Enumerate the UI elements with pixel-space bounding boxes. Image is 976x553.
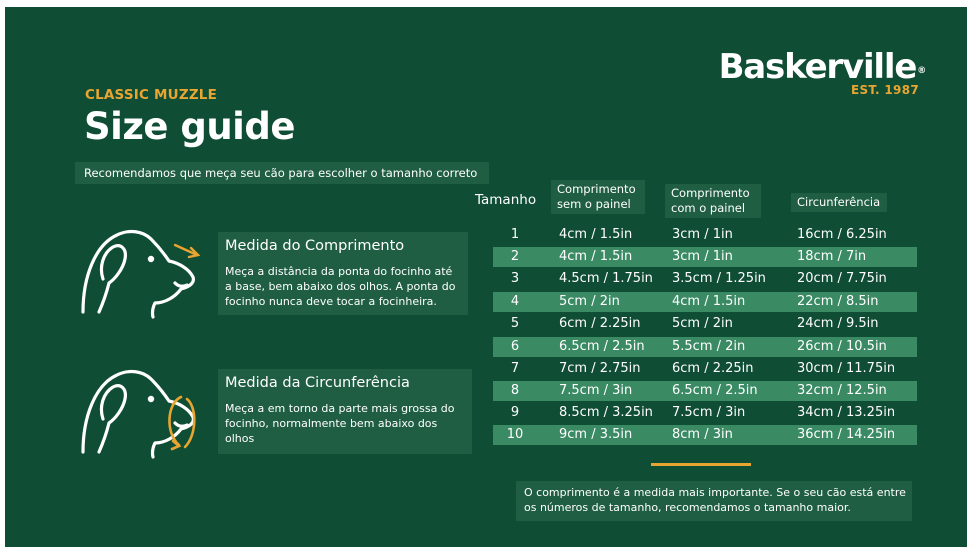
cell-size: 5 xyxy=(510,316,520,331)
table-row xyxy=(493,403,917,423)
header-length-with-panel: Comprimento com o painel xyxy=(665,184,761,218)
table-row xyxy=(493,269,917,289)
table-row xyxy=(493,337,917,357)
cell-length-with-panel: 3cm / 1in xyxy=(672,227,733,242)
brand-established: EST. 1987 xyxy=(850,83,919,97)
table-row xyxy=(493,314,917,334)
registered-mark: ® xyxy=(917,66,925,76)
cell-length-with-panel: 5.5cm / 2in xyxy=(672,339,746,354)
table-row xyxy=(493,247,917,267)
accent-divider xyxy=(651,463,751,466)
cell-circumference: 34cm / 13.25in xyxy=(797,405,896,420)
header-length-no-panel: Comprimento sem o painel xyxy=(551,180,645,214)
page-title: Size guide xyxy=(84,105,295,148)
cell-size: 6 xyxy=(510,339,520,354)
table-row xyxy=(493,359,917,379)
cell-length-with-panel: 6cm / 2.25in xyxy=(672,361,754,376)
cell-size: 4 xyxy=(510,294,520,309)
dog-head-circumference-icon xyxy=(69,357,209,467)
cell-length-with-panel: 6.5cm / 2.5in xyxy=(672,383,758,398)
cell-circumference: 20cm / 7.75in xyxy=(797,271,887,286)
cell-length-no-panel: 4cm / 1.5in xyxy=(559,227,633,242)
cell-circumference: 32cm / 12.5in xyxy=(797,383,887,398)
circumference-instruction-card xyxy=(218,369,472,454)
length-instruction-text: Meça a distância da ponta do focinho até a base, bem abaixo dos olhos. A ponta do focinho nunca deve tocar a focinheira. xyxy=(225,265,456,308)
cell-length-no-panel: 7cm / 2.75in xyxy=(559,361,641,376)
cell-size: 2 xyxy=(510,249,520,264)
recommendation-banner: Recomendamos que meça seu cão para escolher o tamanho correto xyxy=(75,162,489,184)
length-instruction-card xyxy=(218,232,468,315)
cell-length-with-panel: 8cm / 3in xyxy=(672,427,733,442)
cell-size: 8 xyxy=(510,383,520,398)
header-size: Tamanho xyxy=(475,192,537,208)
cell-length-no-panel: 9cm / 3.5in xyxy=(559,427,633,442)
size-footnote: O comprimento é a medida mais importante. Se o seu cão está entre os números de tamanho, recomendamos o tamanho maior. xyxy=(516,481,912,521)
cell-size: 1 xyxy=(510,227,520,242)
cell-circumference: 24cm / 9.5in xyxy=(797,316,879,331)
cell-circumference: 36cm / 14.25in xyxy=(797,427,896,442)
cell-length-no-panel: 4.5cm / 1.75in xyxy=(559,271,653,286)
cell-size: 10 xyxy=(506,427,524,442)
table-row xyxy=(493,225,917,245)
cell-length-no-panel: 7.5cm / 3in xyxy=(559,383,633,398)
cell-size: 7 xyxy=(510,361,520,376)
cell-length-with-panel: 3.5cm / 1.25in xyxy=(672,271,766,286)
length-instruction-title: Medida do Comprimento xyxy=(225,238,405,254)
cell-circumference: 30cm / 11.75in xyxy=(797,361,896,376)
header-circumference: Circunferência xyxy=(791,193,887,212)
cell-circumference: 16cm / 6.25in xyxy=(797,227,887,242)
circumference-instruction-title: Medida da Circunferência xyxy=(225,375,410,391)
dog-head-length-icon xyxy=(69,217,209,327)
circumference-instruction-text: Meça a em torno da parte mais grossa do focinho, normalmente bem abaixo dos olhos xyxy=(225,402,455,445)
product-name: CLASSIC MUZZLE xyxy=(85,87,218,103)
cell-circumference: 18cm / 7in xyxy=(797,249,867,264)
cell-circumference: 26cm / 10.5in xyxy=(797,339,887,354)
cell-length-with-panel: 4cm / 1.5in xyxy=(672,294,746,309)
size-guide-panel xyxy=(5,7,967,547)
cell-length-no-panel: 6.5cm / 2.5in xyxy=(559,339,645,354)
cell-circumference: 22cm / 8.5in xyxy=(797,294,879,309)
cell-length-no-panel: 6cm / 2.25in xyxy=(559,316,641,331)
cell-length-with-panel: 7.5cm / 3in xyxy=(672,405,746,420)
cell-size: 9 xyxy=(510,405,520,420)
brand-logo xyxy=(719,48,925,97)
table-row xyxy=(493,292,917,312)
table-row xyxy=(493,425,917,445)
brand-name: Baskerville® xyxy=(718,47,925,87)
cell-length-with-panel: 5cm / 2in xyxy=(672,316,733,331)
table-row xyxy=(493,381,917,401)
cell-length-no-panel: 4cm / 1.5in xyxy=(559,249,633,264)
cell-length-with-panel: 3cm / 1in xyxy=(672,249,733,264)
cell-size: 3 xyxy=(510,271,520,286)
cell-length-no-panel: 5cm / 2in xyxy=(559,294,620,309)
cell-length-no-panel: 8.5cm / 3.25in xyxy=(559,405,653,420)
